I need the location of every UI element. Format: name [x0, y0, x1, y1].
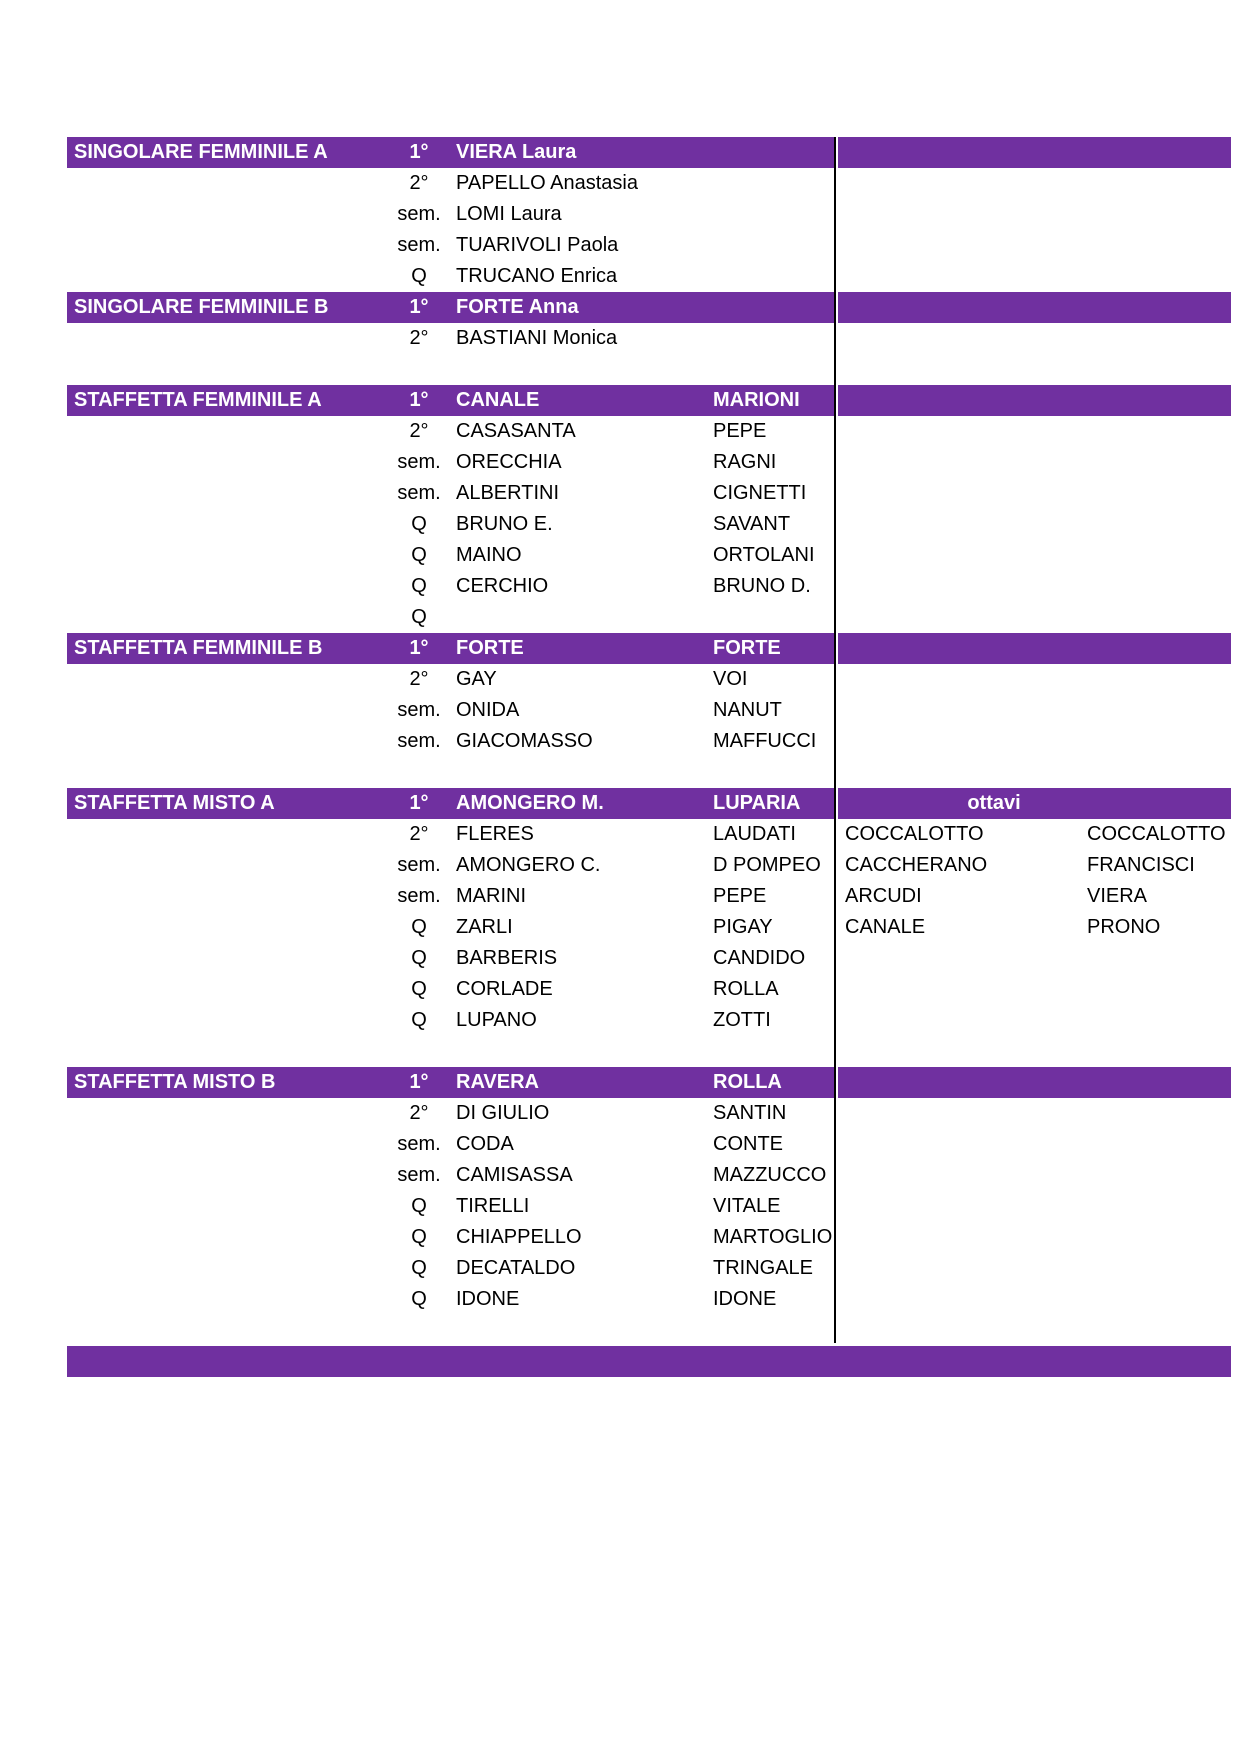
- result-row: [67, 974, 1231, 1005]
- section-header: [67, 633, 1231, 664]
- section-title: SINGOLARE FEMMINILE A: [74, 141, 328, 163]
- partner-name: LAUDATI: [713, 823, 796, 845]
- position: Q: [411, 1195, 427, 1217]
- partner-name: VOI: [713, 668, 748, 690]
- result-row: [67, 850, 1231, 881]
- athlete-name: CODA: [456, 1133, 514, 1155]
- athlete-name: CASASANTA: [456, 420, 576, 442]
- section-title: SINGOLARE FEMMINILE B: [74, 296, 329, 318]
- result-row: [67, 664, 1231, 695]
- position: sem.: [397, 234, 441, 256]
- result-row: [67, 695, 1231, 726]
- position: sem.: [397, 730, 441, 752]
- position: Q: [411, 544, 427, 566]
- athlete-name: MAINO: [456, 544, 522, 566]
- position: 1°: [409, 141, 429, 163]
- results-sheet: [67, 137, 1231, 1377]
- athlete-name: ALBERTINI: [456, 482, 559, 504]
- position: Q: [411, 978, 427, 1000]
- footer-bar: [67, 1346, 1231, 1377]
- athlete-name: MARINI: [456, 885, 526, 907]
- position: sem.: [397, 1133, 441, 1155]
- section-title: STAFFETTA FEMMINILE A: [74, 389, 322, 411]
- athlete-name: CERCHIO: [456, 575, 549, 597]
- position: sem.: [397, 451, 441, 473]
- section-header: [67, 385, 1231, 416]
- athlete-name: FORTE Anna: [456, 296, 579, 318]
- partner-name: RAGNI: [713, 451, 777, 473]
- position: sem.: [397, 854, 441, 876]
- partner-name: LUPARIA: [713, 792, 801, 814]
- athlete-name: BASTIANI Monica: [456, 327, 618, 349]
- spacer-row: [67, 757, 1231, 788]
- partner-name: SAVANT: [713, 513, 791, 535]
- partner-name: ORTOLANI: [713, 544, 815, 566]
- athlete-name: ONIDA: [456, 699, 520, 721]
- partner-name: VITALE: [713, 1195, 781, 1217]
- athlete-name: LOMI Laura: [456, 203, 562, 225]
- athlete-name: IDONE: [456, 1288, 520, 1310]
- athlete-name: ORECCHIA: [456, 451, 562, 473]
- partner-name: CIGNETTI: [713, 482, 807, 504]
- result-row: [67, 199, 1231, 230]
- result-row: [67, 168, 1231, 199]
- section-title: STAFFETTA MISTO B: [74, 1071, 276, 1093]
- partner-name: NANUT: [713, 699, 782, 721]
- athlete-name: CAMISASSA: [456, 1164, 573, 1186]
- position: Q: [411, 575, 427, 597]
- athlete-name: CORLADE: [456, 978, 553, 1000]
- position: Q: [411, 265, 427, 287]
- athlete-name: RAVERA: [456, 1071, 539, 1093]
- ottavi-partner: COCCALOTTO: [1087, 823, 1226, 845]
- partner-name: D POMPEO: [713, 854, 821, 876]
- section-title: STAFFETTA MISTO A: [74, 792, 275, 814]
- section-title: STAFFETTA FEMMINILE B: [74, 637, 323, 659]
- athlete-name: BARBERIS: [456, 947, 558, 969]
- partner-name: CANDIDO: [713, 947, 806, 969]
- partner-name: ROLLA: [713, 1071, 782, 1093]
- athlete-name: BRUNO E.: [456, 513, 553, 535]
- result-row: [67, 881, 1231, 912]
- partner-name: PEPE: [713, 885, 767, 907]
- athlete-name: VIERA Laura: [456, 141, 577, 163]
- ottavi-partner: VIERA: [1087, 885, 1148, 907]
- result-row: [67, 1098, 1231, 1129]
- partner-name: ROLLA: [713, 978, 779, 1000]
- position: 1°: [409, 792, 429, 814]
- athlete-name: CANALE: [456, 389, 540, 411]
- partner-name: MARTOGLIO: [713, 1226, 833, 1248]
- partner-name: SANTIN: [713, 1102, 787, 1124]
- spacer-row: [67, 1036, 1231, 1067]
- ottavi-name: COCCALOTTO: [845, 823, 984, 845]
- athlete-name: TRUCANO Enrica: [456, 265, 618, 287]
- position: Q: [411, 947, 427, 969]
- result-row: [67, 819, 1231, 850]
- result-row: [67, 323, 1231, 354]
- position: 1°: [409, 1071, 429, 1093]
- partner-name: BRUNO D.: [713, 575, 811, 597]
- athlete-name: DI GIULIO: [456, 1102, 550, 1124]
- partner-name: CONTE: [713, 1133, 783, 1155]
- section-header: [67, 137, 1231, 168]
- position: Q: [411, 606, 427, 628]
- athlete-name: GIACOMASSO: [456, 730, 593, 752]
- position: Q: [411, 1288, 427, 1310]
- vertical-divider: [834, 137, 836, 1343]
- athlete-name: PAPELLO Anastasia: [456, 172, 638, 194]
- spacer-row: [67, 1315, 1231, 1346]
- result-row: [67, 416, 1231, 447]
- position: 1°: [409, 389, 429, 411]
- result-row: [67, 1129, 1231, 1160]
- partner-name: FORTE: [713, 637, 781, 659]
- athlete-name: AMONGERO C.: [456, 854, 601, 876]
- athlete-name: TUARIVOLI Paola: [456, 234, 619, 256]
- result-row: [67, 1191, 1231, 1222]
- partner-name: TRINGALE: [713, 1257, 814, 1279]
- position: Q: [411, 1257, 427, 1279]
- result-row: [67, 602, 1231, 633]
- athlete-name: LUPANO: [456, 1009, 537, 1031]
- partner-name: MARIONI: [713, 389, 800, 411]
- position: 2°: [409, 172, 429, 194]
- result-row: [67, 1253, 1231, 1284]
- athlete-name: GAY: [456, 668, 497, 690]
- section-header: [67, 292, 1231, 323]
- result-row: [67, 1005, 1231, 1036]
- position: Q: [411, 1009, 427, 1031]
- partner-name: IDONE: [713, 1288, 777, 1310]
- position: sem.: [397, 1164, 441, 1186]
- partner-name: ZOTTI: [713, 1009, 771, 1031]
- position: 2°: [409, 823, 429, 845]
- position: 2°: [409, 1102, 429, 1124]
- position: sem.: [397, 203, 441, 225]
- position: 1°: [409, 637, 429, 659]
- position: Q: [411, 916, 427, 938]
- position: 2°: [409, 668, 429, 690]
- result-row: [67, 1222, 1231, 1253]
- partner-name: MAFFUCCI: [713, 730, 817, 752]
- athlete-name: AMONGERO M.: [456, 792, 604, 814]
- result-row: [67, 571, 1231, 602]
- partner-name: PIGAY: [713, 916, 773, 938]
- result-row: [67, 509, 1231, 540]
- result-row: [67, 230, 1231, 261]
- athlete-name: TIRELLI: [456, 1195, 530, 1217]
- result-row: [67, 1284, 1231, 1315]
- athlete-name: ZARLI: [456, 916, 513, 938]
- position: 2°: [409, 420, 429, 442]
- ottavi-name: CANALE: [845, 916, 926, 938]
- result-row: [67, 478, 1231, 509]
- position: sem.: [397, 482, 441, 504]
- ottavi-name: ARCUDI: [845, 885, 922, 907]
- section-header: [67, 788, 1231, 819]
- position: sem.: [397, 699, 441, 721]
- result-row: [67, 726, 1231, 757]
- result-row: [67, 1160, 1231, 1191]
- position: Q: [411, 513, 427, 535]
- result-row: [67, 447, 1231, 478]
- athlete-name: DECATALDO: [456, 1257, 576, 1279]
- ottavi-partner: PRONO: [1087, 916, 1161, 938]
- ottavi-partner: FRANCISCI: [1087, 854, 1195, 876]
- result-row: [67, 261, 1231, 292]
- result-row: [67, 912, 1231, 943]
- ottavi-header: ottavi: [967, 792, 1021, 814]
- position: 1°: [409, 296, 429, 318]
- spacer-row: [67, 354, 1231, 385]
- result-row: [67, 943, 1231, 974]
- position: Q: [411, 1226, 427, 1248]
- position: sem.: [397, 885, 441, 907]
- athlete-name: CHIAPPELLO: [456, 1226, 582, 1248]
- ottavi-name: CACCHERANO: [845, 854, 988, 876]
- partner-name: PEPE: [713, 420, 767, 442]
- result-row: [67, 540, 1231, 571]
- partner-name: MAZZUCCO: [713, 1164, 827, 1186]
- position: 2°: [409, 327, 429, 349]
- athlete-name: FORTE: [456, 637, 524, 659]
- section-header: [67, 1067, 1231, 1098]
- athlete-name: FLERES: [456, 823, 534, 845]
